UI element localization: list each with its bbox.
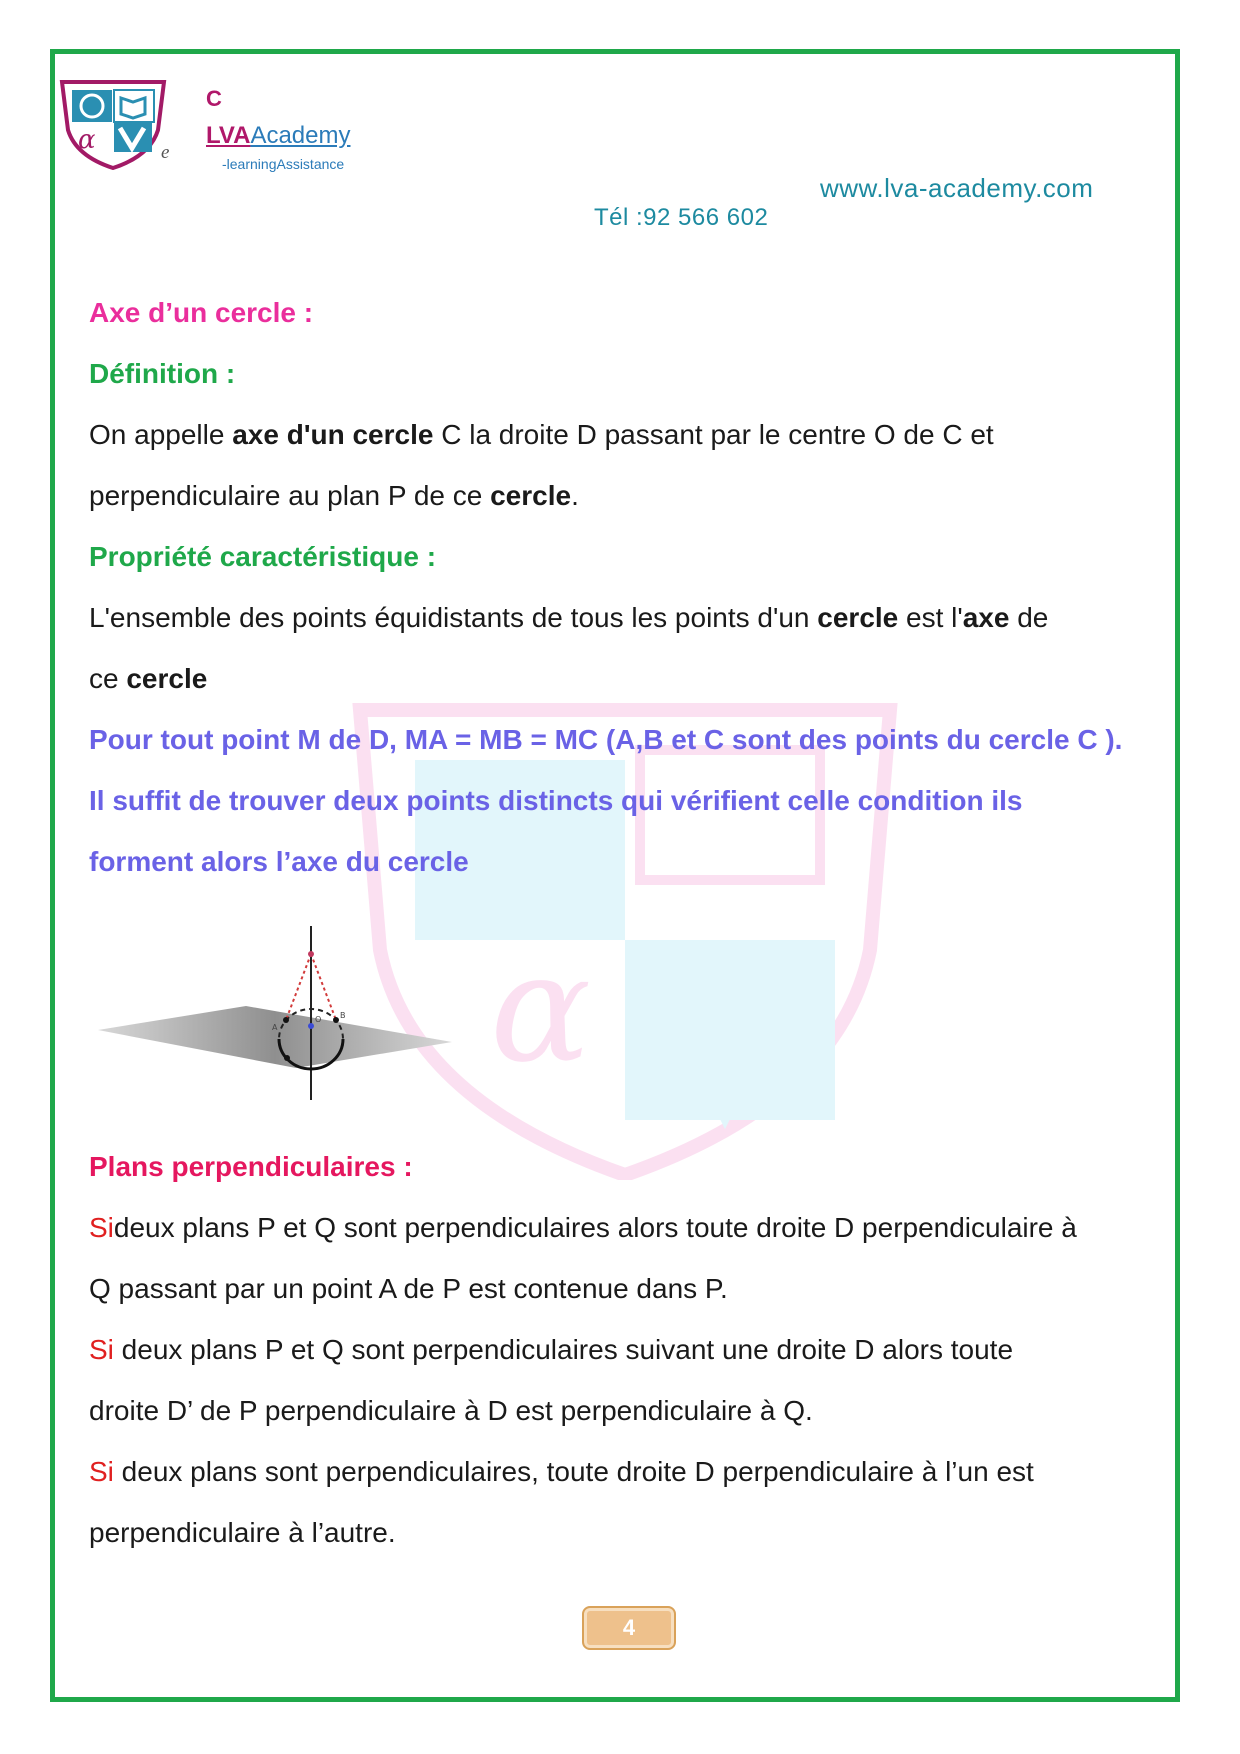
definition-title: Définition : xyxy=(89,358,236,389)
blue-statement-1: Pour tout point M de D, MA = MB = MC (A,B et C sont des points du cercle C ). xyxy=(89,724,1123,755)
point-o xyxy=(308,1023,314,1029)
section-title-axe: Axe d’un cercle : xyxy=(89,297,314,328)
label-o: O xyxy=(315,1015,322,1024)
segment-mb xyxy=(311,954,336,1020)
plans-item-1-line-2: Q passant par un point A de P est contenue dans P. xyxy=(89,1273,728,1304)
brand-subtitle: -learningAssistance xyxy=(222,156,345,172)
plans-item-3-line-1: Si deux plans sont perpendiculaires, toute droite D perpendiculaire à l’un est xyxy=(89,1456,1034,1487)
plane-p xyxy=(98,1006,452,1068)
svg-text:α: α xyxy=(490,922,592,1096)
label-a: A xyxy=(272,1023,278,1032)
point-b xyxy=(333,1017,339,1023)
brand-lva: LVA xyxy=(206,122,251,149)
logo-e-letter: e xyxy=(161,142,170,163)
section-title-plans: Plans perpendiculaires : xyxy=(89,1151,413,1182)
brand-letter: C xyxy=(206,86,222,111)
blue-statement-2: Il suffit de trouver deux points distincts qui vérifient celle condition ils xyxy=(89,785,1023,816)
brand-academy: Academy xyxy=(250,122,351,149)
property-line-2: ce cercle xyxy=(89,663,208,694)
page-number-badge: 4 xyxy=(582,1606,676,1650)
definition-line-1: On appelle axe d'un cercle C la droite D passant par le centre O de C et xyxy=(89,419,994,450)
brand-name xyxy=(206,122,350,150)
plans-item-2-line-1: Si deux plans P et Q sont perpendiculaires suivant une droite D alors toute xyxy=(89,1334,1014,1365)
circle-axis-figure xyxy=(96,918,466,1104)
plans-item-1-line-1: Sideux plans P et Q sont perpendiculaires alors toute droite D perpendiculaire à xyxy=(89,1212,1077,1243)
segment-ma xyxy=(286,954,311,1020)
plans-item-2-line-2: droite D’ de P perpendiculaire à D est perpendiculaire à Q. xyxy=(89,1395,813,1426)
phone-number: Tél :92 566 602 xyxy=(594,204,769,231)
blue-statement-3: forment alors l’axe du cercle xyxy=(89,846,469,877)
label-b: B xyxy=(340,1011,346,1020)
point-c xyxy=(284,1055,290,1061)
lva-academy-logo xyxy=(58,78,168,170)
definition-line-2: perpendiculaire au plan P de ce cercle. xyxy=(89,480,579,511)
website-link[interactable]: www.lva-academy.com xyxy=(820,173,1094,203)
point-a xyxy=(283,1017,289,1023)
property-title: Propriété caractéristique : xyxy=(89,541,437,572)
point-m xyxy=(308,951,314,957)
svg-text:α: α xyxy=(78,125,96,155)
plans-item-3-line-2: perpendiculaire à l’autre. xyxy=(89,1517,396,1548)
property-line-1: L'ensemble des points équidistants de tous les points d'un cercle est l'axe de xyxy=(89,602,1049,633)
